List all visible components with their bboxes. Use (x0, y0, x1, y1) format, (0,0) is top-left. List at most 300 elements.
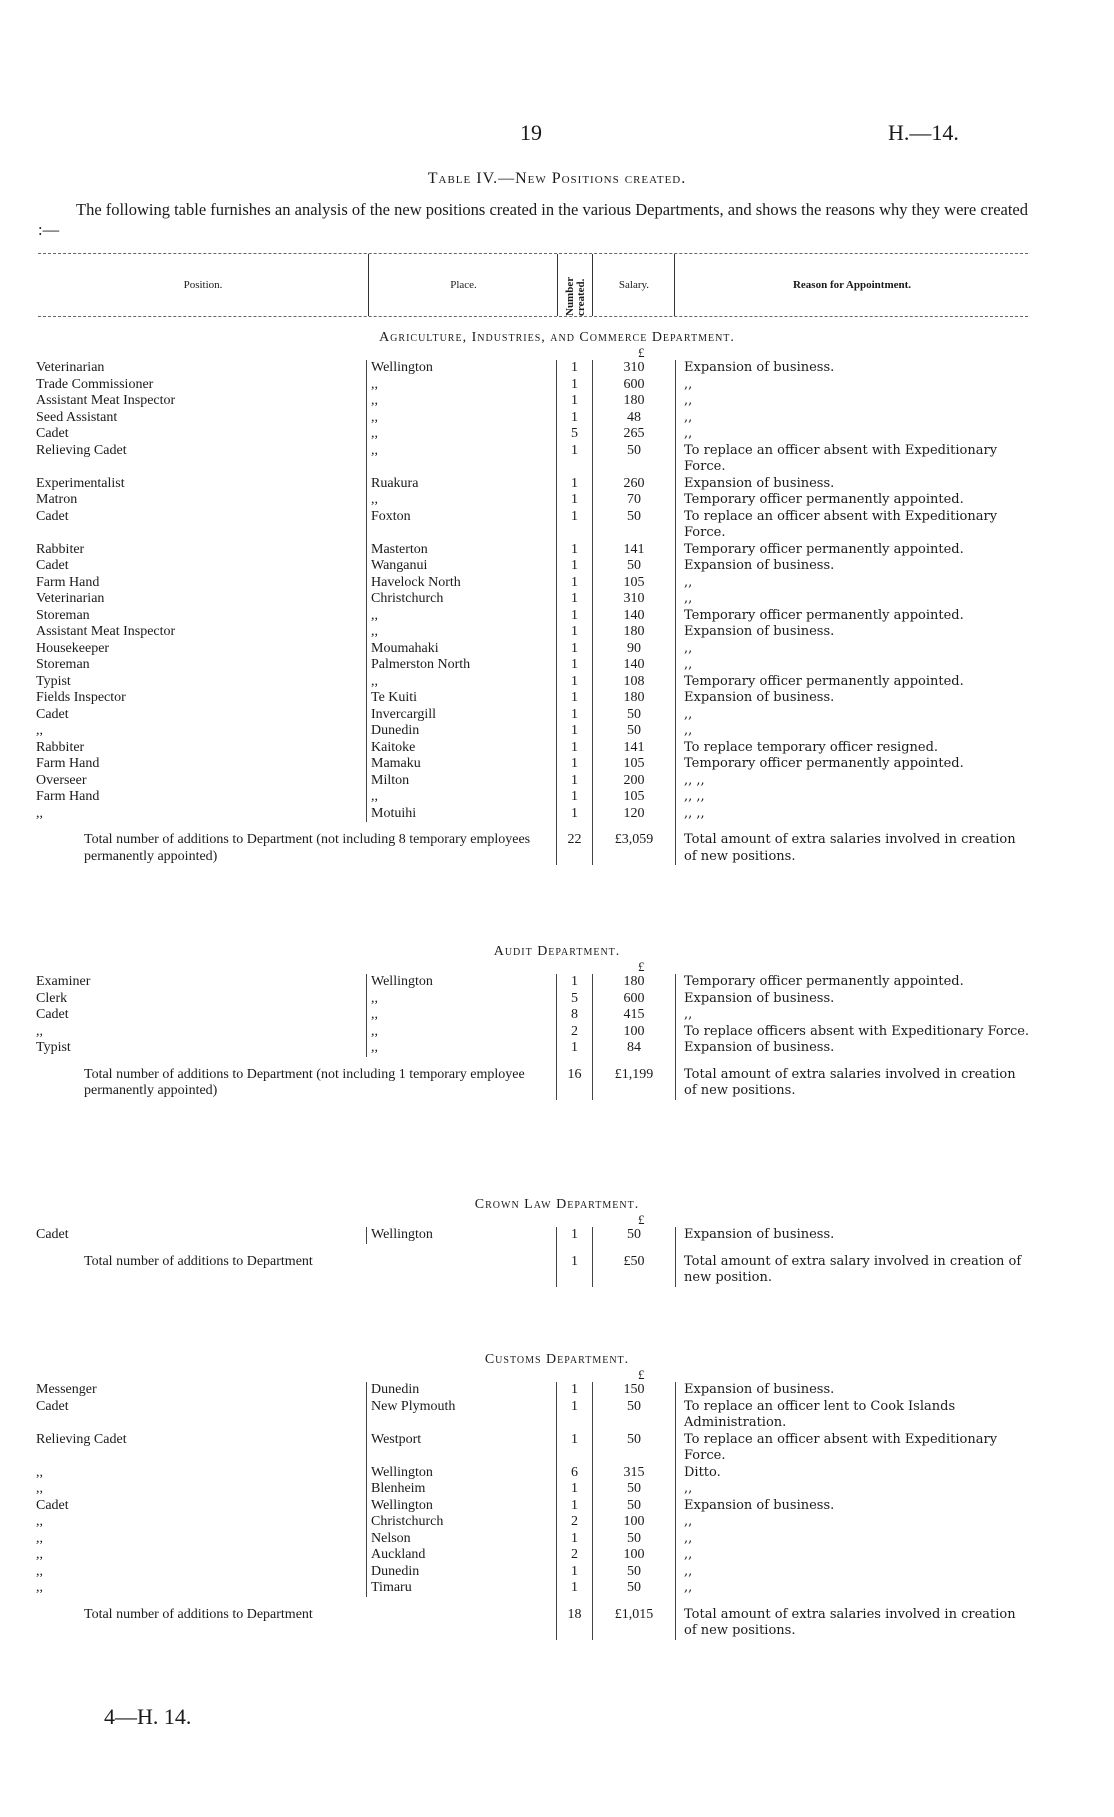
position-text: ,, (36, 1580, 43, 1595)
position-text: ,, (36, 1023, 43, 1039)
place-cell: Milton (367, 773, 557, 790)
position-text: ,, (36, 1563, 43, 1579)
position-text: Cadet (36, 426, 69, 441)
salary-cell: 50 (593, 1432, 676, 1465)
pound-sign: £ (638, 1367, 645, 1382)
salary-cell: 260 (593, 476, 676, 493)
position-cell (36, 1040, 367, 1057)
number-cell: 1 (557, 591, 593, 608)
position-text: Assistant Meat Inspector (36, 624, 176, 639)
position-text: Veterinarian (36, 591, 105, 606)
total-label: Total number of additions to Department (84, 1253, 313, 1269)
position-cell (36, 641, 367, 658)
table-row (36, 641, 1032, 658)
number-cell: 1 (557, 624, 593, 641)
salary-cell: 100 (593, 1024, 676, 1041)
table-row (36, 1531, 1032, 1548)
number-cell: 2 (557, 1547, 593, 1564)
reason-cell: To replace an officer absent with Expeditionary Force. (676, 443, 1033, 476)
reason-cell: Expansion of business. (676, 690, 1033, 707)
place-cell: New Plymouth (367, 1399, 557, 1432)
number-cell: 1 (557, 674, 593, 691)
position-text: Farm Hand (36, 789, 100, 804)
number-cell: 1 (557, 974, 593, 991)
total-row (36, 1597, 1032, 1640)
position-cell (36, 1227, 367, 1244)
position-cell (36, 1547, 367, 1564)
position-cell (36, 492, 367, 509)
table-row (36, 740, 1032, 757)
reason-cell: Expansion of business. (676, 558, 1033, 575)
salary-cell: 600 (593, 377, 676, 394)
number-cell: 1 (557, 575, 593, 592)
number-cell: 1 (557, 1399, 593, 1432)
position-text: Farm Hand (36, 574, 100, 590)
salary-cell: 100 (593, 1514, 676, 1531)
number-cell: 5 (557, 426, 593, 443)
table-row (36, 1481, 1032, 1498)
salary-cell: 50 (593, 443, 676, 476)
place-cell: ,, (367, 492, 557, 509)
table-row (36, 1382, 1032, 1399)
place-cell: ,, (367, 1007, 557, 1024)
salary-cell: 180 (593, 624, 676, 641)
position-text: Cadet (36, 508, 69, 524)
place-cell: Te Kuiti (367, 690, 557, 707)
position-text: Messenger (36, 1382, 97, 1397)
department-heading: Crown Law Department. (474, 1197, 640, 1212)
reason-cell: Temporary officer permanently appointed. (676, 542, 1033, 559)
reason-cell: ,, (676, 1531, 1033, 1548)
reason-cell: ,, (676, 591, 1033, 608)
pound-sign: £ (638, 959, 645, 974)
position-text: Relieving Cadet (36, 442, 127, 458)
table-row (36, 575, 1032, 592)
number-cell: 1 (557, 360, 593, 377)
salary-cell: 150 (593, 1382, 676, 1399)
place-cell: Masterton (367, 542, 557, 559)
place-cell: Wellington (367, 974, 557, 991)
reason-cell: Temporary officer permanently appointed. (676, 674, 1033, 691)
department-table (36, 974, 1032, 1100)
table-row (36, 1040, 1032, 1057)
number-cell: 1 (557, 1580, 593, 1597)
number-cell: 1 (557, 1432, 593, 1465)
reason-cell: Expansion of business. (676, 1227, 1033, 1244)
col-header-place: Place. (368, 254, 558, 316)
total-row (36, 822, 1032, 865)
number-cell: 1 (557, 806, 593, 823)
salary-cell: 180 (593, 690, 676, 707)
table-row (36, 991, 1032, 1008)
table-row (36, 377, 1032, 394)
salary-cell: 50 (593, 1531, 676, 1548)
number-cell: 1 (557, 509, 593, 542)
pound-sign: £ (638, 1212, 645, 1227)
number-cell: 1 (557, 1481, 593, 1498)
place-cell: Mamaku (367, 756, 557, 773)
number-cell: 1 (557, 707, 593, 724)
position-cell (36, 1007, 367, 1024)
position-text: ,, (36, 723, 43, 738)
salary-cell: 265 (593, 426, 676, 443)
position-cell (36, 1399, 367, 1432)
place-cell: Timaru (367, 1580, 557, 1597)
number-cell: 1 (557, 657, 593, 674)
col-header-reason: Reason for Appointment. (674, 254, 1029, 316)
table-row (36, 756, 1032, 773)
position-text: Experimentalist (36, 475, 125, 491)
table-row (36, 443, 1032, 476)
position-cell (36, 393, 367, 410)
salary-cell: 140 (593, 657, 676, 674)
total-reason: Total amount of extra salaries involved in creation of new positions. (676, 1057, 1033, 1100)
number-cell: 1 (557, 393, 593, 410)
salary-cell: 141 (593, 542, 676, 559)
position-text: ,, (36, 805, 43, 821)
reason-cell: Expansion of business. (676, 360, 1033, 377)
reason-cell: ,, (676, 1580, 1033, 1597)
number-cell: 1 (557, 789, 593, 806)
position-cell (36, 1432, 367, 1465)
reason-cell: ,, (676, 393, 1033, 410)
total-label: Total number of additions to Department (not including 1 temporary employee permanently appointed) (84, 1066, 525, 1098)
salary-cell: 50 (593, 1564, 676, 1581)
position-text: ,, (36, 1547, 43, 1562)
total-label: Total number of additions to Department (84, 1606, 313, 1622)
table-row (36, 509, 1032, 542)
table-row (36, 1580, 1032, 1597)
number-cell: 2 (557, 1024, 593, 1041)
position-text: Rabbiter (36, 541, 85, 557)
salary-cell: 315 (593, 1465, 676, 1482)
table-row (36, 806, 1032, 823)
position-text: Storeman (36, 657, 90, 672)
place-cell: Havelock North (367, 575, 557, 592)
sheet-mark: 4—H. 14. (104, 1704, 192, 1729)
place-cell: Christchurch (367, 591, 557, 608)
position-cell (36, 1481, 367, 1498)
number-cell: 1 (557, 740, 593, 757)
number-cell: 1 (557, 1498, 593, 1515)
reason-cell: Expansion of business. (676, 1382, 1033, 1399)
reason-cell: Temporary officer permanently appointed. (676, 608, 1033, 625)
reason-cell: Expansion of business. (676, 1498, 1033, 1515)
table-row (36, 657, 1032, 674)
salary-cell: 310 (593, 591, 676, 608)
total-number: 1 (557, 1244, 593, 1287)
department-heading: Audit Department. (493, 944, 621, 959)
reason-cell: ,, (676, 410, 1033, 427)
position-text: Storeman (36, 607, 90, 623)
place-cell: Palmerston North (367, 657, 557, 674)
position-cell (36, 756, 367, 773)
reason-cell: To replace an officer absent with Expeditionary Force. (676, 509, 1033, 542)
reason-cell: ,, (676, 1481, 1033, 1498)
table-row (36, 1399, 1032, 1432)
reason-cell: ,, ,, (676, 789, 1033, 806)
place-cell: Christchurch (367, 1514, 557, 1531)
position-text: ,, (36, 1481, 43, 1496)
place-cell: ,, (367, 674, 557, 691)
place-cell: Wellington (367, 1227, 557, 1244)
total-reason: Total amount of extra salaries involved in creation of new positions. (676, 1597, 1033, 1640)
position-text: Examiner (36, 974, 91, 989)
position-text: Trade Commissioner (36, 376, 154, 392)
reason-cell: ,, (676, 1514, 1033, 1531)
place-cell: ,, (367, 1040, 557, 1057)
position-text: Housekeeper (36, 640, 110, 656)
position-text: Cadet (36, 1007, 69, 1022)
salary-cell: 50 (593, 1498, 676, 1515)
place-cell: ,, (367, 426, 557, 443)
position-cell (36, 509, 367, 542)
place-cell: Dunedin (367, 1382, 557, 1399)
department-table (36, 360, 1032, 865)
department-table (36, 1382, 1032, 1640)
reason-cell: Temporary officer permanently appointed. (676, 756, 1033, 773)
salary-cell: 141 (593, 740, 676, 757)
total-salary: £1,199 (593, 1057, 676, 1100)
place-cell: ,, (367, 789, 557, 806)
place-cell: Westport (367, 1432, 557, 1465)
position-text: Cadet (36, 706, 69, 722)
number-cell: 1 (557, 1564, 593, 1581)
reason-cell: ,, (676, 1564, 1033, 1581)
place-cell: ,, (367, 443, 557, 476)
position-cell (36, 542, 367, 559)
place-cell: Dunedin (367, 1564, 557, 1581)
table-row (36, 591, 1032, 608)
reason-cell: ,, ,, (676, 806, 1033, 823)
salary-cell: 48 (593, 410, 676, 427)
place-cell: Motuihi (367, 806, 557, 823)
place-cell: ,, (367, 1024, 557, 1041)
place-cell: Nelson (367, 1531, 557, 1548)
table-header (38, 253, 1028, 317)
number-cell: 8 (557, 1007, 593, 1024)
position-text: Assistant Meat Inspector (36, 393, 176, 408)
reason-cell: Expansion of business. (676, 476, 1033, 493)
position-cell (36, 476, 367, 493)
table-row (36, 773, 1032, 790)
position-cell (36, 1382, 367, 1399)
position-cell (36, 1514, 367, 1531)
department-table (36, 1227, 1032, 1287)
total-label: Total number of additions to Department (not including 8 temporary employees permanently appointed) (84, 832, 531, 864)
reason-cell: ,, (676, 426, 1033, 443)
position-text: Typist (36, 1040, 71, 1055)
place-cell: Dunedin (367, 723, 557, 740)
salary-cell: 105 (593, 575, 676, 592)
position-cell (36, 974, 367, 991)
salary-cell: 105 (593, 789, 676, 806)
place-cell: Foxton (367, 509, 557, 542)
salary-cell: 600 (593, 991, 676, 1008)
table-row (36, 624, 1032, 641)
place-cell: Ruakura (367, 476, 557, 493)
number-cell: 1 (557, 492, 593, 509)
reason-cell: ,, (676, 1547, 1033, 1564)
table-row (36, 789, 1032, 806)
place-cell: ,, (367, 991, 557, 1008)
number-cell: 2 (557, 1514, 593, 1531)
position-cell (36, 773, 367, 790)
position-text: Typist (36, 673, 71, 689)
position-text: Rabbiter (36, 739, 85, 755)
position-text: Cadet (36, 1227, 69, 1242)
salary-cell: 70 (593, 492, 676, 509)
table-row (36, 492, 1032, 509)
position-cell (36, 608, 367, 625)
col-header-number: Number created. (557, 254, 593, 316)
position-cell (36, 426, 367, 443)
total-row (36, 1057, 1032, 1100)
table-title: Table IV.—New Positions created. (427, 170, 687, 187)
table-row (36, 723, 1032, 740)
total-reason: Total amount of extra salary involved in creation of new position. (676, 1244, 1033, 1287)
table-row (36, 1432, 1032, 1465)
number-cell: 5 (557, 991, 593, 1008)
place-cell: Blenheim (367, 1481, 557, 1498)
table-row (36, 476, 1032, 493)
reason-cell: Expansion of business. (676, 624, 1033, 641)
reason-cell: To replace officers absent with Expeditionary Force. (676, 1024, 1033, 1041)
pound-sign: £ (638, 345, 645, 360)
number-cell: 1 (557, 542, 593, 559)
position-cell (36, 991, 367, 1008)
place-cell: Invercargill (367, 707, 557, 724)
place-cell: ,, (367, 410, 557, 427)
table-row (36, 360, 1032, 377)
table-row (36, 674, 1032, 691)
position-text: Relieving Cadet (36, 1431, 127, 1447)
table-row (36, 1514, 1032, 1531)
table-row (36, 1547, 1032, 1564)
salary-cell: 200 (593, 773, 676, 790)
salary-cell: 50 (593, 723, 676, 740)
reason-cell: ,, (676, 575, 1033, 592)
salary-cell: 415 (593, 1007, 676, 1024)
place-cell: Wellington (367, 360, 557, 377)
salary-cell: 108 (593, 674, 676, 691)
table-row (36, 558, 1032, 575)
salary-cell: 120 (593, 806, 676, 823)
reason-cell: ,, (676, 377, 1033, 394)
position-cell (36, 707, 367, 724)
reason-cell: Expansion of business. (676, 991, 1033, 1008)
col-header-salary: Salary. (592, 254, 675, 316)
table-row (36, 1227, 1032, 1244)
salary-cell: 50 (593, 509, 676, 542)
position-text: Farm Hand (36, 756, 100, 771)
position-text: Overseer (36, 772, 87, 788)
position-cell (36, 723, 367, 740)
total-salary: £1,015 (593, 1597, 676, 1640)
salary-cell: 50 (593, 1227, 676, 1244)
number-cell: 1 (557, 690, 593, 707)
place-cell: ,, (367, 608, 557, 625)
position-cell (36, 1580, 367, 1597)
position-text: Seed Assistant (36, 409, 118, 425)
page-number: 19 (520, 120, 542, 145)
table-row (36, 1465, 1032, 1482)
position-cell (36, 690, 367, 707)
position-text: Fields Inspector (36, 690, 126, 705)
table-row (36, 542, 1032, 559)
salary-cell: 50 (593, 707, 676, 724)
number-cell: 1 (557, 641, 593, 658)
table-row (36, 608, 1032, 625)
position-text: Clerk (36, 990, 68, 1006)
number-cell: 1 (557, 1531, 593, 1548)
salary-cell: 84 (593, 1040, 676, 1057)
number-cell: 1 (557, 1040, 593, 1057)
position-cell (36, 1024, 367, 1041)
position-text: Cadet (36, 1497, 69, 1513)
reason-cell: ,, (676, 641, 1033, 658)
reason-cell: ,, (676, 657, 1033, 674)
table-row (36, 707, 1032, 724)
place-cell: Wellington (367, 1498, 557, 1515)
salary-cell: 50 (593, 1580, 676, 1597)
col-header-position: Position. (183, 279, 223, 291)
number-cell: 1 (557, 773, 593, 790)
table-row (36, 410, 1032, 427)
number-cell: 1 (557, 723, 593, 740)
table-row (36, 1007, 1032, 1024)
total-salary: £3,059 (593, 822, 676, 865)
salary-cell: 310 (593, 360, 676, 377)
position-cell (36, 789, 367, 806)
number-cell: 1 (557, 558, 593, 575)
table-row (36, 1564, 1032, 1581)
table-row (36, 1498, 1032, 1515)
position-cell (36, 443, 367, 476)
department-heading: Customs Department. (484, 1352, 630, 1367)
position-cell (36, 410, 367, 427)
position-cell (36, 1465, 367, 1482)
position-cell (36, 591, 367, 608)
position-cell (36, 1531, 367, 1548)
salary-cell: 180 (593, 974, 676, 991)
number-cell: 1 (557, 1382, 593, 1399)
place-cell: Wanganui (367, 558, 557, 575)
salary-cell: 90 (593, 641, 676, 658)
reason-cell: Temporary officer permanently appointed. (676, 492, 1033, 509)
table-row (36, 1024, 1032, 1041)
position-cell (36, 624, 367, 641)
position-cell (36, 674, 367, 691)
reason-cell: Ditto. (676, 1465, 1033, 1482)
total-salary: £50 (593, 1244, 676, 1287)
reason-cell: ,, (676, 723, 1033, 740)
number-cell: 1 (557, 476, 593, 493)
table-row (36, 690, 1032, 707)
number-cell: 1 (557, 608, 593, 625)
position-cell (36, 377, 367, 394)
number-cell: 1 (557, 377, 593, 394)
total-number: 22 (557, 822, 593, 865)
reason-cell: Expansion of business. (676, 1040, 1033, 1057)
place-cell: ,, (367, 377, 557, 394)
place-cell: ,, (367, 393, 557, 410)
place-cell: ,, (367, 624, 557, 641)
number-cell: 1 (557, 1227, 593, 1244)
intro-paragraph: The following table furnishes an analysis of the new positions created in the various Departments, and shows the reasons why they were created :— (38, 200, 1028, 239)
salary-cell: 140 (593, 608, 676, 625)
position-text: Cadet (36, 558, 69, 573)
